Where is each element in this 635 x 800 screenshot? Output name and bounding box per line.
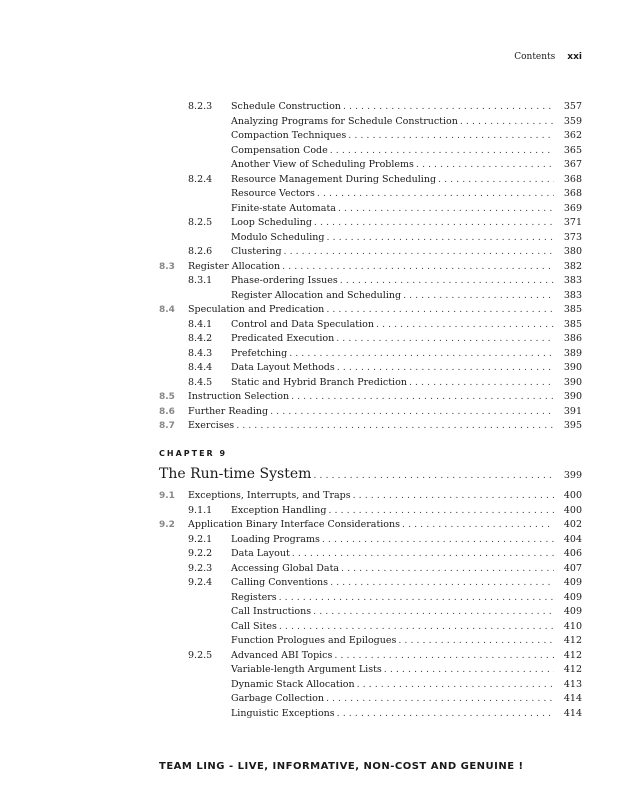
dot-leader [409, 376, 554, 390]
toc-entry[interactable] [159, 562, 582, 576]
toc-entry[interactable] [159, 405, 582, 419]
toc-entry-number: 8.2.3 [188, 101, 213, 112]
toc-entry-page: 412 [563, 649, 582, 661]
dot-leader [313, 466, 554, 486]
toc-entry-number: 8.2.5 [188, 217, 213, 228]
dot-leader [337, 707, 554, 721]
toc-entry-number: 8.5 [159, 392, 175, 402]
toc-entry-page: 382 [563, 260, 582, 272]
toc-entry[interactable] [159, 518, 582, 532]
toc-entry-title: Prefetching [231, 347, 288, 359]
toc-entry-title: Register Allocation [188, 260, 281, 272]
dot-leader [403, 289, 554, 303]
toc-entry-title: Registers [231, 591, 277, 603]
toc-entry-title: Clustering [231, 246, 282, 257]
toc-entry-title: Modulo Scheduling [231, 231, 325, 243]
dot-leader [384, 663, 554, 677]
dot-leader [313, 605, 554, 619]
toc-entry-number: 8.7 [159, 421, 175, 431]
chapter-title: The Run-time System [159, 466, 312, 482]
toc-entry-number: 8.3.1 [188, 275, 213, 286]
chapter-label: CHAPTER 9 [159, 449, 228, 458]
toc-entry-number: 9.1.1 [188, 504, 213, 516]
dot-leader [317, 187, 554, 201]
toc-entry-title: Call Instructions [231, 606, 312, 617]
toc-entry-title: Speculation and Predication [188, 304, 325, 315]
dot-leader [236, 419, 554, 433]
toc-entry-page: 412 [563, 664, 582, 675]
toc-entry[interactable] [159, 576, 582, 590]
toc-entry[interactable] [159, 634, 582, 648]
dot-leader [336, 332, 554, 346]
toc-entry[interactable] [159, 678, 582, 692]
dot-leader [289, 347, 554, 361]
toc-entry[interactable] [159, 649, 582, 663]
toc-entry-number: 9.2.3 [188, 562, 213, 574]
toc-entry-title: Analyzing Programs for Schedule Construction [231, 115, 458, 127]
dot-leader [334, 649, 554, 663]
toc-entry-page: 407 [563, 562, 582, 574]
dot-leader [341, 562, 554, 576]
toc-entry[interactable] [159, 231, 582, 245]
dot-leader [291, 390, 554, 404]
toc-entry-title: Compaction Techniques [231, 130, 347, 141]
dot-leader [328, 504, 554, 518]
dot-leader [438, 173, 554, 187]
toc-entry-title: Exercises [188, 420, 235, 431]
toc-entry-page: 413 [563, 678, 582, 690]
dot-leader [330, 576, 554, 590]
toc-entry[interactable] [159, 260, 582, 274]
toc-entry-number: 8.4.5 [188, 376, 213, 388]
toc-entry-page: 400 [563, 490, 582, 501]
toc-entry-page: 412 [563, 635, 582, 646]
toc-entry[interactable] [159, 504, 582, 518]
toc-entry-title: Dynamic Stack Allocation [231, 678, 355, 690]
toc-entry-title: Exceptions, Interrupts, and Traps [188, 490, 351, 501]
toc-entry-page: 368 [563, 188, 582, 199]
dot-leader [326, 692, 554, 706]
toc-entry-page: 395 [563, 420, 582, 431]
dot-leader [357, 678, 554, 692]
toc-entry-page: 383 [563, 289, 582, 301]
toc-entry-number: 8.2.4 [188, 173, 213, 185]
toc-entry[interactable] [159, 100, 582, 114]
dot-leader [338, 202, 554, 216]
toc-entry[interactable] [159, 620, 582, 634]
toc-entry-number: 9.2.4 [188, 577, 213, 588]
toc-entry[interactable] [159, 129, 582, 143]
toc-entry[interactable] [159, 663, 582, 677]
toc-entry-title: Compensation Code [231, 144, 328, 156]
toc-entry-page: 368 [563, 173, 582, 185]
running-head [514, 52, 582, 62]
toc-entry[interactable] [159, 187, 582, 201]
chapter-page: 399 [563, 470, 582, 481]
toc-entry[interactable] [159, 202, 582, 216]
toc-entry-number: 8.4.2 [188, 333, 213, 344]
toc-entry-title: Advanced ABI Topics [231, 649, 333, 661]
toc-entry[interactable] [159, 158, 582, 172]
dot-leader [330, 144, 554, 158]
dot-leader [337, 361, 554, 375]
dot-leader [270, 405, 554, 419]
toc-entry-number: 9.2 [159, 520, 175, 530]
toc-entry[interactable] [159, 318, 582, 332]
toc-entry[interactable] [159, 144, 582, 158]
toc-entry-title: Linguistic Exceptions [231, 707, 335, 719]
toc-entry-number: 9.2.2 [188, 548, 213, 559]
dot-leader [348, 129, 554, 143]
toc-entry-title: Further Reading [188, 405, 269, 417]
dot-leader [326, 303, 554, 317]
toc-entry-page: 389 [563, 347, 582, 359]
toc-entry[interactable] [159, 707, 582, 721]
toc-entry-title: Another View of Scheduling Problems [231, 159, 414, 170]
toc-entry-title: Accessing Global Data [231, 562, 340, 574]
toc-entry-page: 400 [563, 504, 582, 516]
dot-leader [279, 620, 554, 634]
toc-entry[interactable] [159, 361, 582, 375]
toc-entry-page: 383 [563, 275, 582, 286]
toc-entry[interactable] [159, 533, 582, 547]
toc-entry[interactable] [159, 245, 582, 259]
toc-entry-page: 414 [563, 693, 582, 704]
toc-entry[interactable] [159, 274, 582, 288]
toc-entry-title: Variable-length Argument Lists [231, 664, 382, 675]
toc-entry-title: Exception Handling [231, 504, 327, 516]
toc-entry-title: Control and Data Speculation [231, 318, 374, 330]
toc-entry-page: 410 [563, 620, 582, 632]
toc-entry[interactable] [159, 347, 582, 361]
dot-leader [376, 318, 554, 332]
toc-entry[interactable] [159, 692, 582, 706]
toc-entry-title: Resource Vectors [231, 188, 315, 199]
toc-entry-title: Register Allocation and Scheduling [231, 289, 402, 301]
dot-leader [284, 245, 554, 259]
toc-entry-title: Garbage Collection [231, 693, 324, 704]
dot-leader [460, 115, 554, 129]
dot-leader [343, 100, 554, 114]
toc-entry[interactable] [159, 489, 582, 503]
toc-entry-number: 8.4 [159, 305, 175, 315]
toc-entry-page: 390 [563, 362, 582, 373]
toc-entry-page: 406 [563, 548, 582, 559]
toc-entry-page: 414 [563, 707, 582, 719]
dot-leader [398, 634, 554, 648]
dot-leader [314, 216, 554, 230]
dot-leader [416, 158, 554, 172]
toc-entry-page: 373 [563, 231, 582, 243]
toc-entry[interactable] [159, 173, 582, 187]
running-head-section: Contents [514, 52, 556, 62]
toc-entry[interactable] [159, 115, 582, 129]
toc-entry-page: 402 [563, 519, 582, 530]
toc-entry[interactable] [159, 332, 582, 346]
toc-entry-number: 9.2.5 [188, 649, 213, 661]
toc-entry-number: 8.4.3 [188, 347, 213, 359]
toc-entry[interactable] [159, 376, 582, 390]
toc-entry-title: Instruction Selection [188, 391, 290, 402]
dot-leader [322, 533, 554, 547]
toc-entry[interactable] [159, 547, 582, 561]
toc-entry-page: 371 [563, 217, 582, 228]
toc-entry-number: 8.4.4 [188, 362, 213, 373]
dot-leader [326, 231, 554, 245]
dot-leader [340, 274, 554, 288]
toc-entry-page: 409 [563, 591, 582, 603]
toc-entry[interactable] [159, 591, 582, 605]
toc-entry[interactable] [159, 605, 582, 619]
toc-entry-page: 385 [563, 318, 582, 330]
dot-leader [282, 260, 554, 274]
toc-entry-title: Resource Management During Scheduling [231, 173, 437, 185]
dot-leader [402, 518, 554, 532]
toc-entry-page: 386 [563, 333, 582, 344]
toc-entry-page: 369 [563, 202, 582, 214]
toc-entry-title: Finite-state Automata [231, 202, 336, 214]
toc-entry[interactable] [159, 419, 582, 433]
dot-leader [292, 547, 554, 561]
toc-entry-title: Call Sites [231, 620, 277, 632]
toc-entry-number: 8.3 [159, 261, 175, 272]
toc-entry-title: Application Binary Interface Considerations [188, 519, 401, 530]
toc-entry-page: 385 [563, 304, 582, 315]
toc-entry-page: 390 [563, 376, 582, 388]
toc-entry[interactable] [159, 289, 582, 303]
toc-entry-page: 365 [563, 144, 582, 156]
toc-entry[interactable] [159, 303, 582, 317]
chapter-title-row[interactable] [159, 464, 582, 484]
toc-entry-title: Loading Programs [231, 533, 320, 545]
toc-entry-title: Data Layout [231, 548, 290, 559]
toc-entry-page: 362 [563, 130, 582, 141]
toc-entry-number: 8.6 [159, 406, 175, 417]
running-head-page-number: xxi [567, 52, 582, 62]
footer-watermark: TEAM LING - LIVE, INFORMATIVE, NON-COST AND GENUINE ! [159, 761, 524, 772]
toc-entry-title: Calling Conventions [231, 577, 329, 588]
toc-entry-title: Function Prologues and Epilogues [231, 635, 397, 646]
toc-entry[interactable] [159, 216, 582, 230]
toc-entry-title: Predicated Execution [231, 333, 335, 344]
toc-entry[interactable] [159, 390, 582, 404]
toc-entry-title: Schedule Construction [231, 101, 341, 112]
toc-entry-number: 8.2.6 [188, 246, 213, 257]
toc-entry-title: Loop Scheduling [231, 217, 312, 228]
toc-entry-page: 357 [563, 101, 582, 112]
toc-entry-page: 409 [563, 577, 582, 588]
toc-entry-page: 409 [563, 606, 582, 617]
dot-leader [353, 489, 554, 503]
toc-entry-page: 390 [563, 391, 582, 402]
toc-entry-title: Data Layout Methods [231, 362, 335, 373]
dot-leader [279, 591, 554, 605]
toc-entry-title: Static and Hybrid Branch Prediction [231, 376, 407, 388]
toc-entry-number: 8.4.1 [188, 318, 213, 330]
toc-entry-number: 9.1 [159, 491, 175, 501]
toc-entry-number: 9.2.1 [188, 533, 213, 545]
toc-entry-title: Phase-ordering Issues [231, 275, 338, 286]
toc-entry-page: 391 [563, 405, 582, 417]
toc-entry-page: 367 [563, 159, 582, 170]
toc-entry-page: 380 [563, 246, 582, 257]
toc-entry-page: 404 [563, 533, 582, 545]
toc-entry-page: 359 [563, 115, 582, 127]
